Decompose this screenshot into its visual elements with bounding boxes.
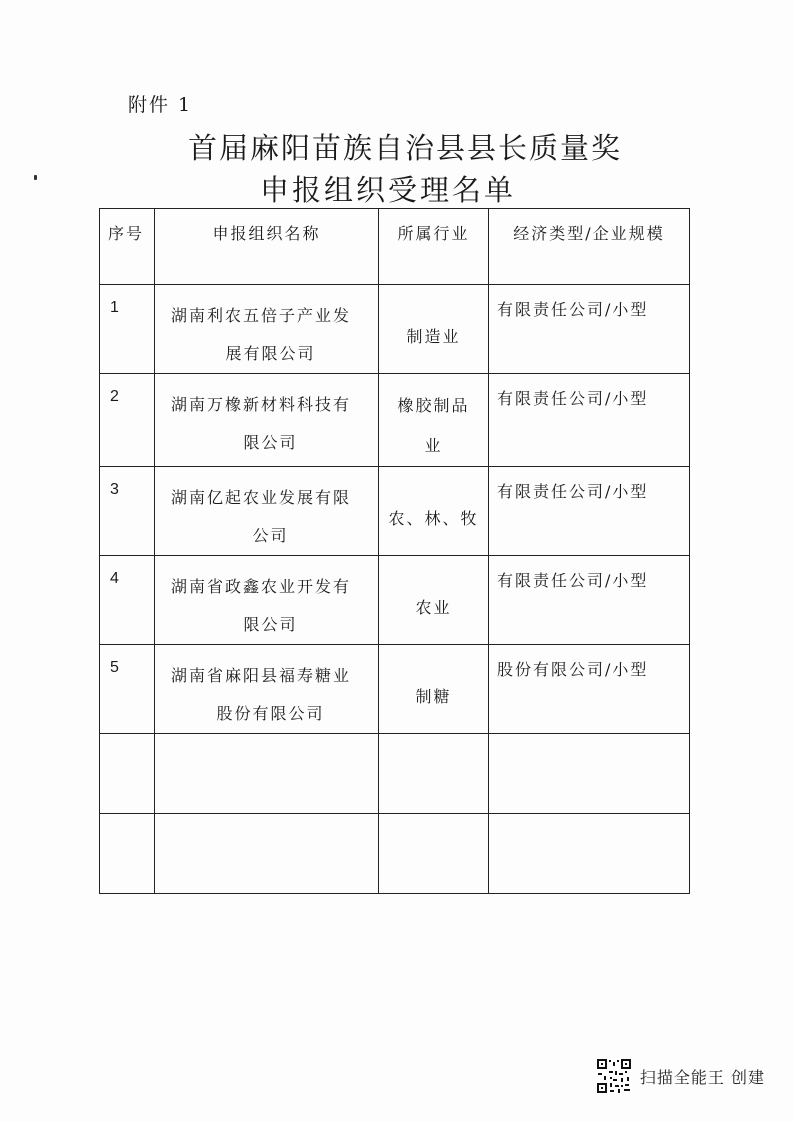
org-name-line1: 湖南万橡新材料科技有	[171, 395, 352, 414]
attachment-label: 附件 1	[128, 94, 193, 116]
empty-cell	[155, 734, 379, 814]
empty-cell	[489, 814, 690, 894]
scanner-watermark	[596, 1058, 765, 1094]
table-row	[100, 645, 690, 734]
header-economy-type: 经济类型/企业规模	[489, 209, 690, 285]
empty-cell	[100, 734, 155, 814]
table-row	[100, 374, 690, 467]
industry-cell	[379, 467, 489, 556]
industry-line1: 制造业	[406, 327, 461, 346]
scan-speck	[34, 175, 37, 180]
row-index-cell: 2	[100, 374, 155, 467]
header-org-name: 申报组织名称	[155, 209, 379, 285]
industry-cell	[379, 374, 489, 467]
industry-cell	[379, 285, 489, 374]
org-name-cell	[155, 645, 379, 734]
industry-line1: 橡胶制品	[397, 396, 470, 415]
org-name-cell	[155, 285, 379, 374]
empty-cell	[379, 734, 489, 814]
org-name-line1: 湖南利农五倍子产业发	[171, 306, 352, 325]
document-title-line2: 申报组织受理名单	[260, 173, 517, 207]
header-industry: 所属行业	[379, 209, 489, 285]
org-name-cell	[155, 374, 379, 467]
org-name-line2: 展有限公司	[225, 344, 316, 363]
empty-cell	[489, 734, 690, 814]
org-name-line1: 湖南省政鑫农业开发有	[171, 577, 352, 596]
economy-cell: 有限责任公司/小型	[489, 556, 690, 645]
economy-cell: 有限责任公司/小型	[489, 467, 690, 556]
row-index-cell: 3	[100, 467, 155, 556]
industry-line2: 业	[424, 436, 443, 455]
empty-table-row	[100, 814, 690, 894]
org-name-line2: 公司	[252, 526, 289, 545]
row-index-cell: 4	[100, 556, 155, 645]
row-index-cell: 5	[100, 645, 155, 734]
org-name-line2: 股份有限公司	[216, 704, 325, 723]
org-name-line2: 限公司	[243, 433, 298, 452]
empty-table-row	[100, 734, 690, 814]
watermark-text: 扫描全能王 创建	[639, 1067, 765, 1087]
industry-line1: 农业	[415, 598, 452, 617]
applicant-table	[99, 208, 690, 894]
document-title-line1: 首届麻阳苗族自治县县长质量奖	[188, 131, 623, 165]
org-name-line2: 限公司	[243, 615, 298, 634]
economy-cell: 股份有限公司/小型	[489, 645, 690, 734]
org-name-cell	[155, 467, 379, 556]
empty-cell	[100, 814, 155, 894]
org-name-line1: 湖南亿起农业发展有限	[171, 488, 352, 507]
industry-cell	[379, 645, 489, 734]
header-index: 序号	[100, 209, 155, 285]
empty-cell	[155, 814, 379, 894]
row-index-cell: 1	[100, 285, 155, 374]
qr-code-icon	[596, 1058, 632, 1094]
industry-line1: 制糖	[415, 687, 452, 706]
economy-cell: 有限责任公司/小型	[489, 374, 690, 467]
org-name-line1: 湖南省麻阳县福寿糖业	[171, 666, 352, 685]
org-name-cell	[155, 556, 379, 645]
table-header-row	[100, 209, 690, 285]
empty-cell	[379, 814, 489, 894]
table-row	[100, 467, 690, 556]
industry-line1: 农、林、牧	[388, 509, 479, 528]
table-row	[100, 285, 690, 374]
industry-cell	[379, 556, 489, 645]
economy-cell: 有限责任公司/小型	[489, 285, 690, 374]
table-row	[100, 556, 690, 645]
